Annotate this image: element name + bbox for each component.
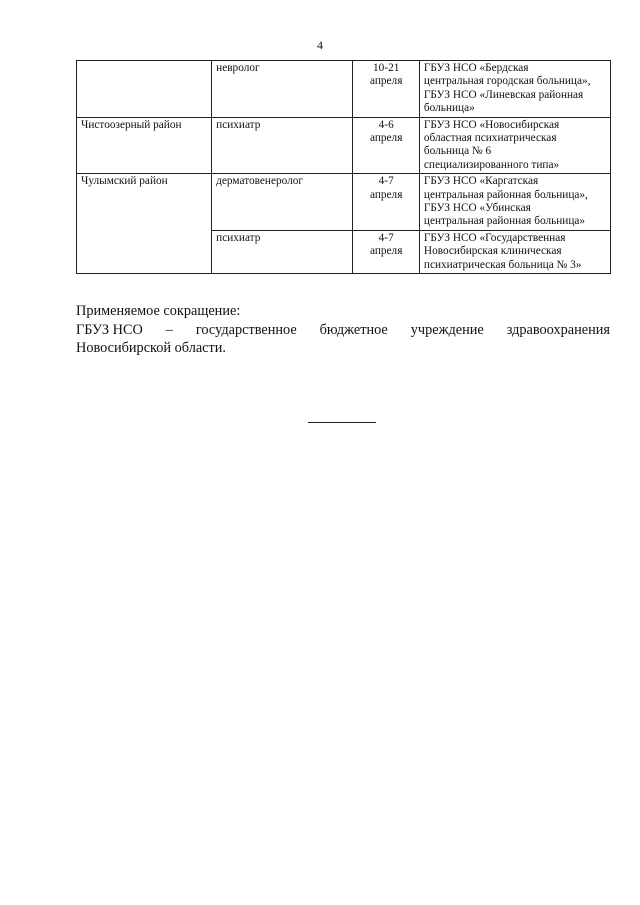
- institution-line: Новосибирская клиническая: [423, 245, 562, 258]
- institution-cell: [419, 61, 610, 118]
- specialist-cell: психиатр: [212, 230, 353, 273]
- institution-line: больница»: [423, 102, 475, 115]
- date-range: 10-21: [373, 62, 400, 74]
- date-range: 4-7: [378, 231, 394, 244]
- institution-line: ГБУЗ НСО «Линевская районная: [423, 88, 584, 101]
- note-word: –: [165, 321, 173, 338]
- institution-line: центральная районная больница»: [423, 215, 586, 228]
- institution-cell: [419, 174, 610, 231]
- schedule-table: [76, 60, 611, 274]
- specialist-cell: невролог: [212, 61, 353, 118]
- end-of-document-rule: [308, 422, 376, 423]
- institution-cell: [419, 117, 610, 174]
- institution-line: ГБУЗ НСО «Убинская: [423, 202, 531, 215]
- institution-line: ГБУЗ НСО «Новосибирская: [423, 118, 560, 131]
- note-word: ГБУЗ НСО: [76, 321, 143, 338]
- institution-line: областная психиатрическая: [423, 132, 557, 145]
- page-number: 4: [317, 38, 323, 52]
- district-cell: Чистоозерный район: [77, 117, 212, 174]
- dates-cell: [353, 117, 419, 174]
- table-row: [77, 117, 611, 174]
- district-cell: Чулымский район: [77, 174, 212, 274]
- table-row: [77, 61, 611, 118]
- dates-cell: [353, 230, 419, 273]
- note-definition-end: Новосибирской области.: [76, 340, 227, 356]
- district-cell: [77, 61, 212, 118]
- table-row: [77, 174, 611, 231]
- institution-line: центральная городская больница»,: [423, 75, 591, 88]
- institution-line: специализированного типа»: [423, 158, 560, 171]
- institution-line: психиатрическая больница № 3»: [423, 258, 582, 271]
- specialist-cell: психиатр: [212, 117, 353, 174]
- note-word: учреждение: [410, 321, 484, 338]
- date-month: апреля: [369, 245, 403, 258]
- date-range: 4-7: [378, 175, 394, 188]
- date-month: апреля: [369, 188, 403, 201]
- specialist-cell: дерматовенеролог: [212, 174, 353, 231]
- note-definition-line: [76, 321, 610, 340]
- dates-cell: [353, 61, 419, 118]
- dates-cell: [353, 174, 419, 231]
- date-month: апреля: [369, 75, 403, 88]
- institution-line: больница № 6: [423, 145, 492, 158]
- institution-line: ГБУЗ НСО «Государственная: [423, 231, 566, 244]
- date-month: апреля: [369, 132, 403, 145]
- abbreviation-note: [76, 302, 610, 358]
- note-word: здравоохранения: [506, 321, 610, 338]
- note-title: Применяемое сокращение:: [76, 303, 241, 319]
- note-word: государственное: [195, 321, 297, 338]
- institution-cell: [419, 230, 610, 273]
- institution-line: ГБУЗ НСО «Каргатская: [423, 175, 539, 188]
- note-word: бюджетное: [319, 321, 388, 338]
- institution-line: ГБУЗ НСО «Бердская: [423, 62, 529, 74]
- institution-line: центральная районная больница»,: [423, 188, 588, 201]
- date-range: 4-6: [378, 118, 394, 131]
